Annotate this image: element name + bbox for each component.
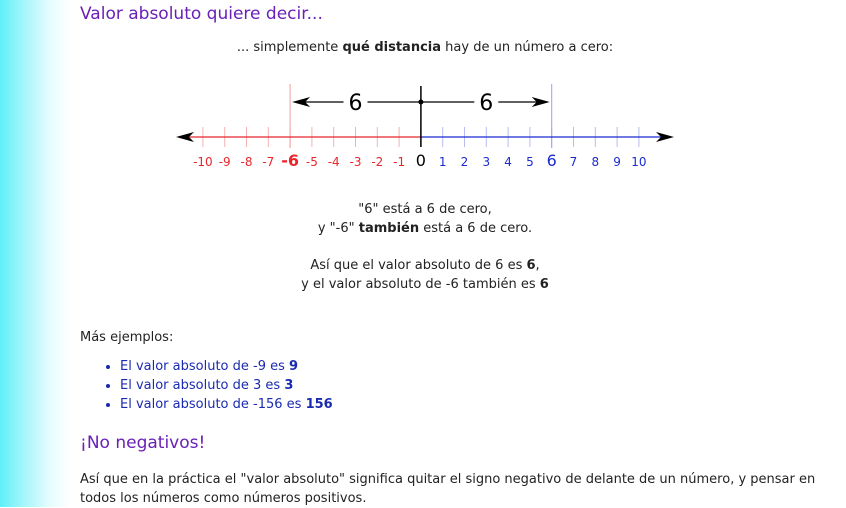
distance-label-left: 6 (348, 91, 363, 116)
tick-label: -7 (262, 155, 275, 169)
distance-explanation (80, 200, 770, 238)
tick-label: -5 (305, 155, 318, 169)
tick-label: 8 (591, 155, 600, 169)
tick-label: -6 (281, 151, 299, 170)
abs-value-conclusion (80, 256, 770, 294)
tick-label: 10 (631, 155, 647, 169)
tick-label: -8 (240, 155, 253, 169)
explanation-line-2: y "-6" también está a 6 de cero. (317, 221, 533, 236)
intro-text (80, 40, 770, 55)
list-item: • El valor absoluto de -9 es 9 (120, 357, 333, 376)
more-examples-label: Más ejemplos: (80, 330, 174, 345)
explanation-line-1: "6" está a 6 de cero, (358, 202, 492, 217)
tick-label: 9 (613, 155, 621, 169)
number-line-diagram (176, 76, 686, 176)
conclusion-line-2: y el valor absoluto de -6 también es 6 (301, 277, 549, 292)
tick-label: 1 (438, 155, 447, 169)
tick-label: -2 (371, 155, 384, 169)
intro-prefix: ... simplemente (236, 40, 343, 55)
conclusion-line-1: Así que el valor absoluto de 6 es 6, (310, 258, 540, 273)
tick-label: 2 (460, 155, 469, 169)
sidebar-gradient (0, 0, 70, 507)
intro-bold: qué distancia (342, 40, 442, 55)
intro-suffix: hay de un número a cero: (441, 40, 614, 55)
tick-label: -1 (393, 155, 406, 169)
distance-label-right: 6 (479, 91, 494, 116)
tick-label: 7 (569, 155, 578, 169)
explanation-paragraph: Así que en la práctica el "valor absoluto" significa quitar el signo negativo de delante de un número, y pensar en todos los números como números positivos. (80, 472, 816, 506)
tick-label: -10 (193, 155, 213, 169)
list-item: • El valor absoluto de -156 es 156 (120, 395, 333, 414)
tick-label: -3 (349, 155, 362, 169)
tick-label: 4 (504, 155, 512, 169)
tick-label: -9 (218, 155, 231, 169)
tick-label: 6 (546, 151, 557, 170)
tick-label: 0 (415, 151, 426, 170)
examples-list (80, 357, 333, 414)
tick-label: -4 (327, 155, 340, 169)
no-negatives-heading: ¡No negativos! (80, 433, 206, 453)
tick-label: 3 (482, 155, 491, 169)
tick-label: 5 (526, 155, 534, 169)
list-item: • El valor absoluto de 3 es 3 (120, 376, 333, 395)
section-heading: Valor absoluto quiere decir... (80, 4, 323, 24)
